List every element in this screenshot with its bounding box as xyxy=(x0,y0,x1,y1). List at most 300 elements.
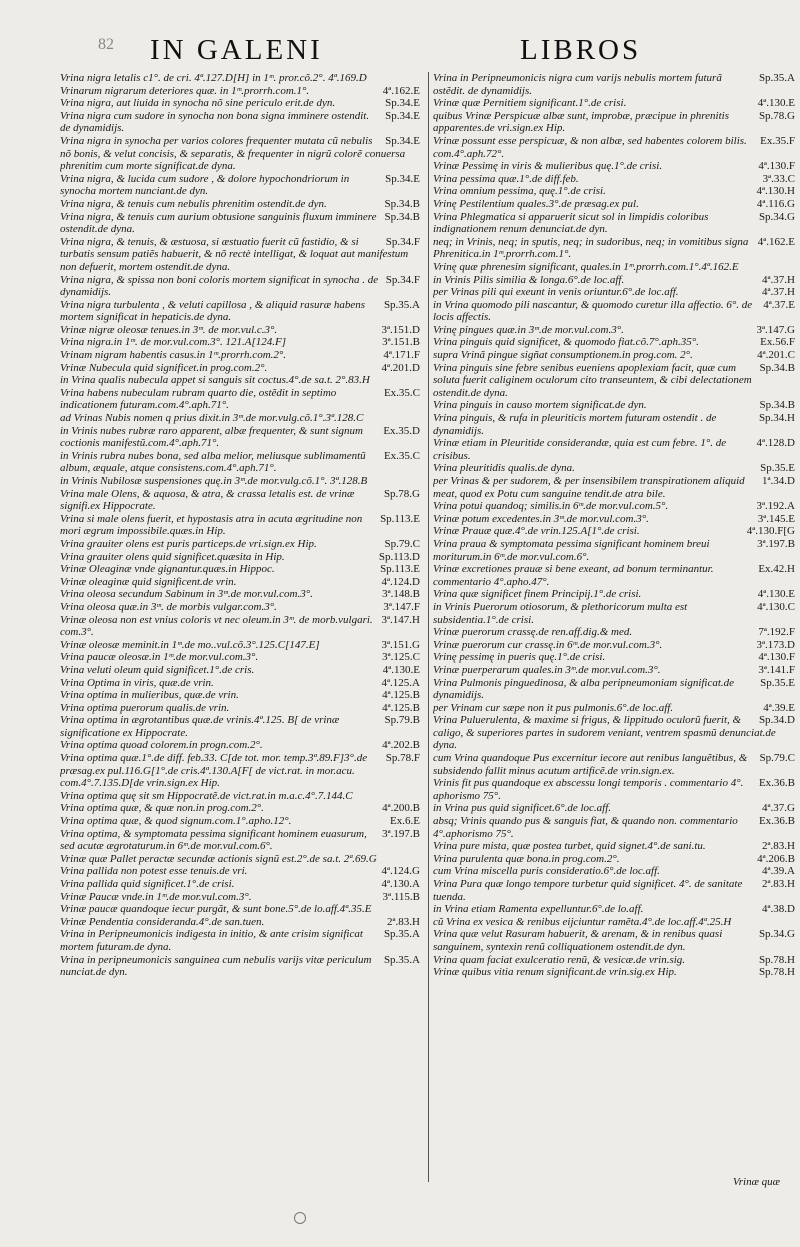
index-entry xyxy=(60,488,420,513)
entry-text: Vrina Optima in viris, quæ.de vrin. xyxy=(60,676,214,689)
entry-text: ad Vrinas Nubis nomen q prius dixit.in 3ᵐ.de mor.vulg.cõ.1°.3ª.128.C xyxy=(60,412,364,425)
index-entry xyxy=(60,349,420,362)
index-entry xyxy=(60,802,420,815)
index-entry xyxy=(60,110,420,135)
entry-reference: 3ª.145.E xyxy=(757,512,795,525)
index-entry xyxy=(433,664,795,677)
entry-reference: 4ª.171.F xyxy=(383,349,420,362)
entry-reference: 4ª.130.E xyxy=(757,97,795,110)
entry-reference: Ex.35.C xyxy=(383,386,420,399)
entry-text: per Vrinam cur sæpe non it pus pulmonis.6°.de loc.aff. xyxy=(433,701,674,714)
index-entry xyxy=(60,412,420,425)
entry-text: in Vrinis nubes rubræ raro apparent, albæ frequenter, & sunt signum coctionis manifestũ.com.4°.aph.71°. xyxy=(60,424,363,450)
entry-text: Vrina optima puerorum qualis.de vrin. xyxy=(60,701,230,714)
index-entry xyxy=(60,563,420,576)
entry-text: Vrinę Pestilentium quales.3°.de præsag.ex pul. xyxy=(433,197,639,210)
entry-reference: 4ª.37.H xyxy=(762,286,795,299)
index-entry xyxy=(433,110,795,135)
entry-reference: 4ª.130.E xyxy=(757,588,795,601)
entry-reference: 2ª.83.H xyxy=(762,840,795,853)
index-entry xyxy=(433,802,795,815)
index-entry xyxy=(433,399,795,412)
index-entry xyxy=(433,185,795,198)
index-entry xyxy=(433,878,795,903)
index-entry xyxy=(433,815,795,840)
entry-text: Vrina nigra, aut liuida in synocha nõ sine periculo erit.de dyn. xyxy=(60,97,336,110)
entry-text: Vrina pinguis, & rufa in pleuriticis mortem futuram ostendit . de dynamidijs. xyxy=(433,412,717,437)
index-entry xyxy=(60,551,420,564)
index-entry xyxy=(60,928,420,953)
index-entry xyxy=(433,538,795,563)
index-entry xyxy=(433,677,795,702)
entry-text: Vrina purulenta quæ bona.in prog.com.2°. xyxy=(433,852,620,865)
index-entry xyxy=(60,664,420,677)
entry-reference: Sp.35.A xyxy=(383,953,420,966)
entry-reference: 4ª.206.B xyxy=(757,852,795,865)
index-entry xyxy=(60,336,420,349)
entry-text: Vrina oleosa quæ.in 3ᵐ. de morbis vulgar.com.3°. xyxy=(60,600,277,613)
entry-reference: Ex.35.C xyxy=(383,449,420,462)
index-entry xyxy=(433,362,795,400)
entry-text: Vrinæ oleaginæ quid significent.de vrin. xyxy=(60,575,237,588)
entry-text: Vrina nigra in synocha per varios colores frequenter mutata cũ nebulis nõ bonis, & velut concisis, & separatis, & frequenter in nigrũ colorẽ conuersa phrenitim cum morte significat.de dyna. xyxy=(60,134,406,173)
index-entry xyxy=(433,135,795,160)
index-entry xyxy=(60,475,420,488)
entry-reference: 1ª.34.D xyxy=(762,475,795,487)
index-entry xyxy=(433,840,795,853)
entry-text: Vrinæ Pessimę in viris & mulieribus quę.1°.de crisi. xyxy=(433,160,663,173)
index-entry xyxy=(60,916,420,929)
index-entry xyxy=(60,588,420,601)
entry-reference: 4ª.130.C xyxy=(757,600,795,613)
entry-text: Vrina Puluerulenta, & maxime si frigus, & lippitudo oculorũ fuerit, & caligo, & superiores partes in sudorem veniant, ventrem spasmũ denunciat.de dyna. xyxy=(433,714,776,752)
entry-text: Vrina nigra.in 1ᵐ. de mor.vul.com.3°. 121.A[124.F] xyxy=(60,336,287,349)
entry-reference: Sp.35.E xyxy=(760,462,795,475)
index-entry xyxy=(433,777,795,802)
entry-text: Vrina optima quę sit sm Hippocratẽ.de vict.rat.in m.a.c.4°.7.144.C xyxy=(60,789,353,802)
entry-text: Vrina optima in mulieribus, quæ.de vrin. xyxy=(60,689,239,702)
entry-text: Vrinæ quæ Pallet peractæ secundæ actionis signũ est.2°.de sa.t. 2ª.69.G xyxy=(60,852,377,865)
index-entry xyxy=(60,450,420,475)
entry-reference: Sp.34.G xyxy=(758,210,795,223)
entry-text: in Vrina etiam Ramenta expelluntur.6°.de lo.aff. xyxy=(433,903,644,916)
index-entry xyxy=(60,72,420,85)
entry-reference: Ex.42.H xyxy=(758,563,795,576)
entry-text: in Vrina quomodo pili nascantur, & quomodo curetur illa affectio. 6°. de locis affectis. xyxy=(433,298,753,324)
entry-reference: 2ª.83.H xyxy=(762,878,795,890)
index-entry xyxy=(433,588,795,601)
entry-reference: 3ª.147.H xyxy=(381,613,420,626)
entry-text: Vrinæ quæ Pernitiem significant.1°.de crisi. xyxy=(433,97,627,110)
entry-reference: 4ª.116.G xyxy=(756,197,795,210)
entry-reference: Sp.34.E xyxy=(385,97,420,110)
index-entry xyxy=(60,324,420,337)
entry-text: Vrina pallida quid significet.1°.de crisi. xyxy=(60,878,235,890)
index-entry xyxy=(433,274,795,287)
index-entry xyxy=(60,299,420,324)
index-entry xyxy=(433,601,795,626)
entry-reference: 3ª.173.D xyxy=(756,638,795,651)
entry-reference: 4ª.201.C xyxy=(757,349,795,362)
entry-text: Vrinæ Paucæ vnde.in 1ᵐ.de mor.vul.com.3°. xyxy=(60,890,252,903)
entry-text: Vrinæ Pendentia consideranda.4°.de san.tuen. xyxy=(60,915,265,928)
index-entry xyxy=(433,462,795,475)
index-entry xyxy=(60,865,420,878)
index-entry xyxy=(433,475,795,500)
entry-reference: Sp.78.G xyxy=(383,487,420,500)
entry-reference: Sp.34.H xyxy=(758,412,795,425)
entry-text: Vrinæ Oleaginæ vnde gignantur.quæs.in Hippoc. xyxy=(60,563,275,576)
entry-reference: 4ª.130.A xyxy=(381,878,420,890)
entry-text: per Vrinas & per sudorem, & per insensibilem transpirationem aliquid meat, quod ex Potu cum sanguine tendit.de atra bile. xyxy=(433,475,745,500)
entry-text: Vrina grauiter olens est puris particeps.de vri.sign.ex Hip. xyxy=(60,537,317,550)
entry-reference: Sp.79.C xyxy=(759,752,795,765)
entry-text: Vrina Phlegmatica si apparuerit sicut sol in limpidis coloribus indignationem renum denunciat.de dyn. xyxy=(433,210,709,236)
index-entry xyxy=(433,513,795,526)
index-entry xyxy=(60,903,420,916)
entry-reference: Ex.36.B xyxy=(758,815,795,828)
index-entry xyxy=(60,752,420,790)
entry-text: quibus Vrinæ Perspicuæ albæ sunt, improbæ, præcipue in phrenitis apparentes.de vri.sign.ex Hip. xyxy=(433,109,729,135)
entry-text: Vrina pinguis sine febre senibus eueniens apoplexiam facit, quæ cum soluta fuerit caliginem oculorum cito transeuntem, & cibi delectationem ostendit.de dyna. xyxy=(433,361,752,399)
entry-reference: Sp.34.E xyxy=(385,109,420,122)
entry-text: Vrinę pessimę in pueris quę.1°.de crisi. xyxy=(433,651,606,664)
catchword: Vrinæ quæ xyxy=(732,1176,780,1188)
entry-text: Vrinę quæ phrenesim significant, quales.in 1ᵐ.prorrh.com.1°.4ª.162.E xyxy=(433,260,739,273)
entry-text: Vrina nigra, & tenuis cum nebulis phrenitim ostendit.de dyn. xyxy=(60,197,327,210)
entry-text: Vrinæ oleosa non est vnius coloris vt nec oleum.in 3ᵐ. de morb.vulgari. com.3°. xyxy=(60,613,373,639)
index-entry xyxy=(433,639,795,652)
index-entry xyxy=(60,374,420,387)
index-entry xyxy=(433,412,795,437)
entry-text: in Vrina qualis nubecula appet si sanguis sit coctus.4°.de sa.t. 2°.83.H xyxy=(60,374,370,387)
entry-reference: 4ª.162.E xyxy=(382,84,420,97)
entry-reference: 3ª.147.F xyxy=(383,600,420,613)
entry-reference: Sp.34.E xyxy=(385,134,420,147)
entry-text: Vrina in Peripneumonicis nigra cum varijs nebulis mortem futurã ostẽdit. de dynamidijs. xyxy=(433,72,722,97)
entry-text: Vrina si male olens fuerit, et hypostasis atra in acuta ægritudine non mori ægrum impossibile.quæs.in Hip. xyxy=(60,512,363,538)
entry-reference: 4ª.201.D xyxy=(381,361,420,374)
entry-text: in Vrinis rubra nubes bona, sed alba melior, meliusque sublimamentũ album, æquale, atque consistens.com.4°.aph.71°. xyxy=(60,449,366,475)
index-entry xyxy=(60,362,420,375)
index-entry xyxy=(433,336,795,349)
entry-text: Vrina oleosa secundum Sabinum in 3ᵐ.de mor.vul.com.3°. xyxy=(60,588,313,601)
entry-text: Vrina male Olens, & aquosa, & atra, & crassa letalis est. de vrinæ signifi.ex Hippocrate. xyxy=(60,487,355,513)
index-entry xyxy=(60,513,420,538)
index-entry xyxy=(433,160,795,173)
entry-text: Vrina nigra, & spissa non boni coloris mortem significat in synocha . de dynamidijs. xyxy=(60,273,379,299)
index-entry xyxy=(60,387,420,412)
page-ornament-circle xyxy=(294,1212,306,1224)
entry-text: Vrinæ paucæ quandoque iecur purgãt, & sunt bone.5°.de lo.aff.4ª.35.E xyxy=(60,903,372,916)
entry-text: Vrinæ excretiones prauæ si bene exeant, ad bonum terminantur. commentario 4°.apho.47°. xyxy=(433,563,714,588)
entry-reference: 3ª.125.C xyxy=(382,651,420,664)
entry-reference: Sp.79.C xyxy=(384,537,420,550)
entry-reference: 3ª.151.D xyxy=(381,323,420,336)
entry-text: Vrina praua & symptomata pessima significant hominem breui moriturum.in 6ᵐ.de mor.vul.com.6°. xyxy=(433,537,710,563)
entry-reference: Sp.35.A xyxy=(383,928,420,941)
index-entry xyxy=(433,261,795,274)
index-entry xyxy=(60,576,420,589)
entry-reference: Sp.35.E xyxy=(760,676,795,689)
entry-reference: Ex.56.F xyxy=(760,336,795,349)
entry-reference: 4ª.125.B xyxy=(382,689,420,702)
entry-reference: 7ª.192.F xyxy=(758,626,795,639)
column-divider xyxy=(428,72,429,1182)
entry-reference: Sp.34.B xyxy=(384,197,420,210)
entry-reference: 3ª.197.B xyxy=(382,827,420,840)
index-entry xyxy=(433,853,795,866)
entry-text: absq; Vrinis quando pus & sanguis fiat, & quando non. commentario 4°.aphorismo 75°. xyxy=(433,815,738,840)
index-entry xyxy=(433,525,795,538)
index-entry xyxy=(60,198,420,211)
index-entry xyxy=(433,651,795,664)
entry-text: Vrina optima in ægrotantibus quæ.de vrinis.4ª.125. B[ de vrinæ significatione ex Hippocrate. xyxy=(60,714,340,739)
entry-text: Vrinæ possunt esse perspicuæ, & non albæ, sed habentes colorem bilis. com.4°.aph.72°. xyxy=(433,134,747,160)
entry-text: in Vrinis Puerorum otiosorum, & plethoricorum multa est subsidentia.1°.de crisi. xyxy=(433,600,688,626)
entry-text: supra Vrinã pingue sigñat consumptionem.in prog.com. 2°. xyxy=(433,349,693,362)
index-entry xyxy=(433,211,795,236)
entry-text: Vrina Pulmonis pinguedinosa, & alba peripneumoniam significat.de dynamidijs. xyxy=(433,676,735,702)
index-entry xyxy=(433,500,795,513)
entry-text: Vrinæ puerperarum quales.in 3ᵐ.de mor.vul.com.3°. xyxy=(433,663,661,676)
entry-reference: Sp.78.H xyxy=(758,953,795,966)
entry-text: Vrina pallida non potest esse tenuis.de vri. xyxy=(60,865,248,878)
entry-reference: Sp.34.F xyxy=(385,235,420,248)
entry-reference: 3ª.147.G xyxy=(756,323,795,336)
entry-reference: 4ª.130.F[G xyxy=(746,525,795,538)
entry-text: Vrinis fit pus quandoque ex abscessu longi temporis . commentario 4°. aphorismo 75°. xyxy=(433,777,744,802)
entry-reference: 4ª.124.D xyxy=(381,575,420,588)
index-entry xyxy=(433,865,795,878)
entry-text: Vrina optima, & symptomata pessima significant hominem euasurum, sed acutæ ægrotaturum.in 6ᵐ.de mor.vul.com.6°. xyxy=(60,827,367,853)
index-entry xyxy=(60,677,420,690)
entry-reference: 3ª.151.B xyxy=(382,336,420,349)
entry-reference: 4ª.38.D xyxy=(762,903,795,916)
index-entry xyxy=(60,815,420,828)
entry-reference: Sp.78.F xyxy=(385,752,420,765)
entry-reference: 4ª.202.B xyxy=(382,739,420,752)
entry-text: Vrinæ quibus vitia renum significant.de vrin.sig.ex Hip. xyxy=(433,966,677,979)
entry-reference: 4ª.37.H xyxy=(762,273,795,286)
index-entry xyxy=(60,689,420,702)
entry-reference: 3ª.151.G xyxy=(381,638,420,651)
left-column xyxy=(60,72,420,1182)
entry-text: Vrina optima quæ.1°.de diff. feb.33. C[de tot. mor. temp.3ª.89.F]3°.de præsag.ex pul.116.G[1°.de cris.4ª.130.A[F[ de vict.rat. in mor.acu. com.4°.7.135.D[de vrin.sign.ex Hip. xyxy=(60,752,368,790)
index-entry xyxy=(60,425,420,450)
entry-text: Vrina nigra, & tenuis, & æstuosa, si æstuatio fuerit cũ fastidio, & si turbatis sensum patiẽs habuerit, & nõ rectè intelligat, & loquat aut manifestum non defuerit, mortem ostendit.de dyna. xyxy=(60,235,409,273)
entry-text: Vrina optima quoad colorem.in progn.com.2°. xyxy=(60,739,263,752)
entry-reference: Sp.34.B xyxy=(759,399,795,412)
entry-reference: 4ª.128.D xyxy=(756,437,795,450)
index-entry xyxy=(60,614,420,639)
entry-reference: Sp.113.E xyxy=(380,512,420,525)
index-entry xyxy=(60,236,420,274)
entry-reference: 3ª.115.B xyxy=(382,890,420,903)
entry-text: Vrinæ Prauæ quæ.4°.de vrin.125.A[1°.de crisi. xyxy=(433,525,640,538)
entry-reference: 4ª.39.E xyxy=(763,701,795,714)
entry-text: cum Vrina miscella puris consideratio.6°.de loc.aff. xyxy=(433,865,660,878)
index-entry xyxy=(60,601,420,614)
entry-text: cum Vrina quandoque Pus excernitur iecore aut renibus languẽtibus, & subsidendo fallit minus acutum artificẽ.de vrin.sign.ex. xyxy=(433,752,748,777)
folio-number: 82 xyxy=(98,36,114,53)
entry-reference: Sp.34.D xyxy=(758,714,795,727)
entry-text: Vrinæ nigræ oleosæ tenues.in 3ᵐ. de mor.vul.c.3°. xyxy=(60,323,278,336)
index-entry xyxy=(60,853,420,866)
running-head-left: IN GALENI xyxy=(150,34,323,66)
entry-reference: 4ª.162.E xyxy=(757,235,795,248)
entry-text: Vrina optima quæ, & quæ non.in prog.com.2°. xyxy=(60,802,264,815)
entry-text: Vrina grauiter olens quid significet.quæsita in Hip. xyxy=(60,550,285,563)
entry-text: Vrinarum nigrarum deteriores quæ. in 1ᵐ.prorrh.com.1°. xyxy=(60,84,310,97)
entry-reference: Ex.6.E xyxy=(390,815,420,828)
entry-reference: 4ª.37.E xyxy=(763,298,795,311)
entry-reference: Sp.113.E xyxy=(380,563,420,576)
entry-reference: Ex.36.B xyxy=(758,777,795,790)
index-entry xyxy=(60,135,420,173)
entry-reference: 4ª.130.F xyxy=(758,651,795,664)
entry-text: Vrina pinguis in causo mortem significat.de dyn. xyxy=(433,399,647,412)
entry-reference: 3ª.33.C xyxy=(762,172,795,185)
index-entry xyxy=(60,828,420,853)
entry-text: Vrinæ puerorum crassę.de ren.aff.dig.& med. xyxy=(433,626,633,639)
entry-text: Vrina Pura quæ longo tempore turbetur quid significet. 4°. de sanitate tuenda. xyxy=(433,878,743,903)
index-entry xyxy=(433,563,795,588)
entry-text: Vrina potui quandoq; similis.in 6ᵐ.de mor.vul.com.5°. xyxy=(433,500,669,513)
entry-text: Vrinæ oleosæ meminit.in 1ᵐ.de mo..vul.cõ.3°.125.C[147.E] xyxy=(60,638,320,651)
entry-reference: 4ª.130.H xyxy=(756,185,795,198)
index-entry xyxy=(60,274,420,299)
entry-text: Vrina omnium pessima, quę.1°.de crisi. xyxy=(433,185,606,198)
entry-text: Vrinæ Nubecula quid significet.in prog.com.2°. xyxy=(60,361,268,374)
index-entry xyxy=(433,954,795,967)
index-entry xyxy=(60,173,420,198)
entry-reference: Sp.35.A xyxy=(383,298,420,311)
entry-text: neq; in Vrinis, neq; in sputis, neq; in sudoribus, neq; in vomitibus signa Phrenitica.in 1ᵐ.prorrh.com.1°. xyxy=(433,235,749,261)
entry-reference: 4ª.200.B xyxy=(382,802,420,815)
entry-text: Vrinæ puerorum cur crassę.in 6ᵐ.de mor.vul.com.3°. xyxy=(433,638,663,651)
entry-text: Vrina in peripneumonicis sanguinea cum nebulis varijs vitæ periculum nunciat.de dyn. xyxy=(60,953,372,979)
index-entry xyxy=(433,714,795,752)
entry-text: Vrina optima quæ, & quod signum.com.1°.apho.12°. xyxy=(60,815,292,828)
entry-text: Vrina paucæ oleosæ.in 1ᵐ.de mor.vul.com.3°. xyxy=(60,651,259,664)
index-entry xyxy=(433,286,795,299)
index-entry xyxy=(433,702,795,715)
entry-reference: 3ª.148.B xyxy=(382,588,420,601)
entry-text: Vrina nigra cum sudore in synocha non bona signa imminere ostendit. de dynamidijs. xyxy=(60,109,370,135)
entry-text: Vrinæ etiam in Pleuritide considerandæ, quia est cum febre. 1°. de crisibus. xyxy=(433,437,727,462)
entry-reference: Sp.78.G xyxy=(758,109,795,122)
entry-text: Vrina pure mista, quæ postea turbet, quid signet.4°.de sani.tu. xyxy=(433,840,706,853)
index-entry xyxy=(433,752,795,777)
entry-text: Vrina in Peripneumonicis indigesta in initio, & ante crisim significat mortem futuram.de dyna. xyxy=(60,928,363,953)
entry-text: Vrina pinguis quid significet, & quomodo fiat.cõ.7°.aph.35°. xyxy=(433,336,699,349)
entry-reference: Sp.78.H xyxy=(758,966,795,979)
index-entry xyxy=(60,878,420,891)
entry-text: Vrina nigra, & tenuis cum aurium obtusione sanguinis fluxum imminere ostendit.de dyna. xyxy=(60,210,377,236)
index-entry xyxy=(433,173,795,186)
index-entry xyxy=(60,85,420,98)
entry-text: Vrina nigra letalis c1°. de cri. 4ª.127.D[H] in 1ᵐ. pror.cõ.2°. 4ª.169.D xyxy=(60,72,367,84)
index-entry xyxy=(60,739,420,752)
index-entry xyxy=(433,626,795,639)
entry-text: in Vrinis Nubilosæ suspensiones quę.in 3ᵐ.de mor.vulg.cõ.1°. 3ª.128.B xyxy=(60,475,368,487)
entry-reference: 4ª.130.F xyxy=(758,160,795,173)
entry-text: cũ Vrina ex vesica & renibus eijciuntur ramẽta.4°.de loc.aff.4ª.25.H xyxy=(433,915,732,928)
index-entry xyxy=(433,437,795,462)
entry-reference: Sp.34.F xyxy=(385,273,420,286)
index-entry xyxy=(433,966,795,979)
entry-text: Vrina quam faciat exulceratio renũ, & vesicæ.de vrin.sig. xyxy=(433,953,686,966)
index-entry xyxy=(433,72,795,97)
index-entry xyxy=(60,639,420,652)
entry-reference: Ex.35.D xyxy=(383,424,420,437)
index-entry xyxy=(60,790,420,803)
entry-reference: Sp.34.G xyxy=(758,928,795,941)
index-entry xyxy=(60,651,420,664)
index-entry xyxy=(60,714,420,739)
entry-reference: 4ª.130.E xyxy=(382,663,420,676)
entry-reference: Sp.34.E xyxy=(385,172,420,185)
entry-reference: 4ª.124.G xyxy=(381,865,420,878)
right-column xyxy=(433,72,795,1182)
index-entry xyxy=(60,954,420,979)
entry-reference: 3ª.192.A xyxy=(756,500,795,513)
index-entry xyxy=(433,236,795,261)
index-entry xyxy=(60,538,420,551)
index-entry xyxy=(433,349,795,362)
entry-reference: Sp.79.B xyxy=(384,714,420,727)
entry-text: Vrina nigra, & lucida cum sudore , & dolore hypochondriorum in synocha mortem nunciant.de dyn. xyxy=(60,172,350,198)
index-entry xyxy=(433,97,795,110)
entry-text: Vrina pessima quæ.1°.de diff.feb. xyxy=(433,172,579,185)
entry-text: Vrina habens nubeculam rubram quarto die, ostẽdit in septimo indicationem futuram.com.4°.aph.71°. xyxy=(60,386,337,412)
entry-reference: 2ª.83.H xyxy=(387,915,420,928)
index-entry xyxy=(60,97,420,110)
entry-text: in Vrinis Pilis similia & longa.6°.de loc.aff. xyxy=(433,273,625,286)
entry-reference: 3ª.141.F xyxy=(758,663,795,676)
entry-text: in Vrina pus quid significet.6°.de loc.aff. xyxy=(433,802,612,815)
entry-text: Vrina veluti oleum quid significet.1°.de cris. xyxy=(60,663,255,676)
index-entry xyxy=(433,299,795,324)
index-entry xyxy=(433,928,795,953)
index-entry xyxy=(433,916,795,929)
entry-text: Vrinam nigram habentis casus.in 1ᵐ.prorrh.com.2°. xyxy=(60,349,287,362)
running-head-right: LIBROS xyxy=(520,34,642,66)
entry-text: Vrina quæ velut Rasuram habuerit, & arenam, & in renibus quasi sanguinem, syntexin renũ colliquationem ostendit.de dyn. xyxy=(433,928,723,953)
entry-reference: Sp.35.A xyxy=(758,72,795,84)
index-entry xyxy=(60,211,420,236)
entry-reference: 3ª.197.B xyxy=(757,537,795,550)
entry-reference: Sp.34.B xyxy=(759,361,795,374)
entry-reference: 4ª.39.A xyxy=(762,865,795,878)
entry-text: per Vrinas pili qui exeunt in venis oriuntur.6°.de loc.aff. xyxy=(433,286,679,299)
index-entry xyxy=(433,903,795,916)
entry-text: Vrinæ potum excedentes.in 3ᵐ.de mor.vul.com.3°. xyxy=(433,512,649,525)
entry-reference: 4ª.37.G xyxy=(762,802,795,815)
entry-text: Vrinę pingues quæ.in 3ᵐ.de mor.vul.com.3°. xyxy=(433,323,624,336)
entry-text: Vrina pleuritidis qualis.de dyna. xyxy=(433,462,575,475)
entry-reference: Sp.113.D xyxy=(378,550,420,563)
entry-reference: 4ª.125.A xyxy=(381,676,420,689)
index-entry xyxy=(433,198,795,211)
index-entry xyxy=(433,324,795,337)
entry-reference: 4ª.125.B xyxy=(382,701,420,714)
entry-reference: Ex.35.F xyxy=(760,134,795,147)
index-entry xyxy=(60,702,420,715)
entry-text: Vrina quæ significet finem Principij.1°.de crisi. xyxy=(433,588,642,601)
entry-text: Vrina nigra turbulenta , & veluti capillosa , & aliquid rasuræ habens mortem significat in hepaticis.de dyna. xyxy=(60,298,366,324)
